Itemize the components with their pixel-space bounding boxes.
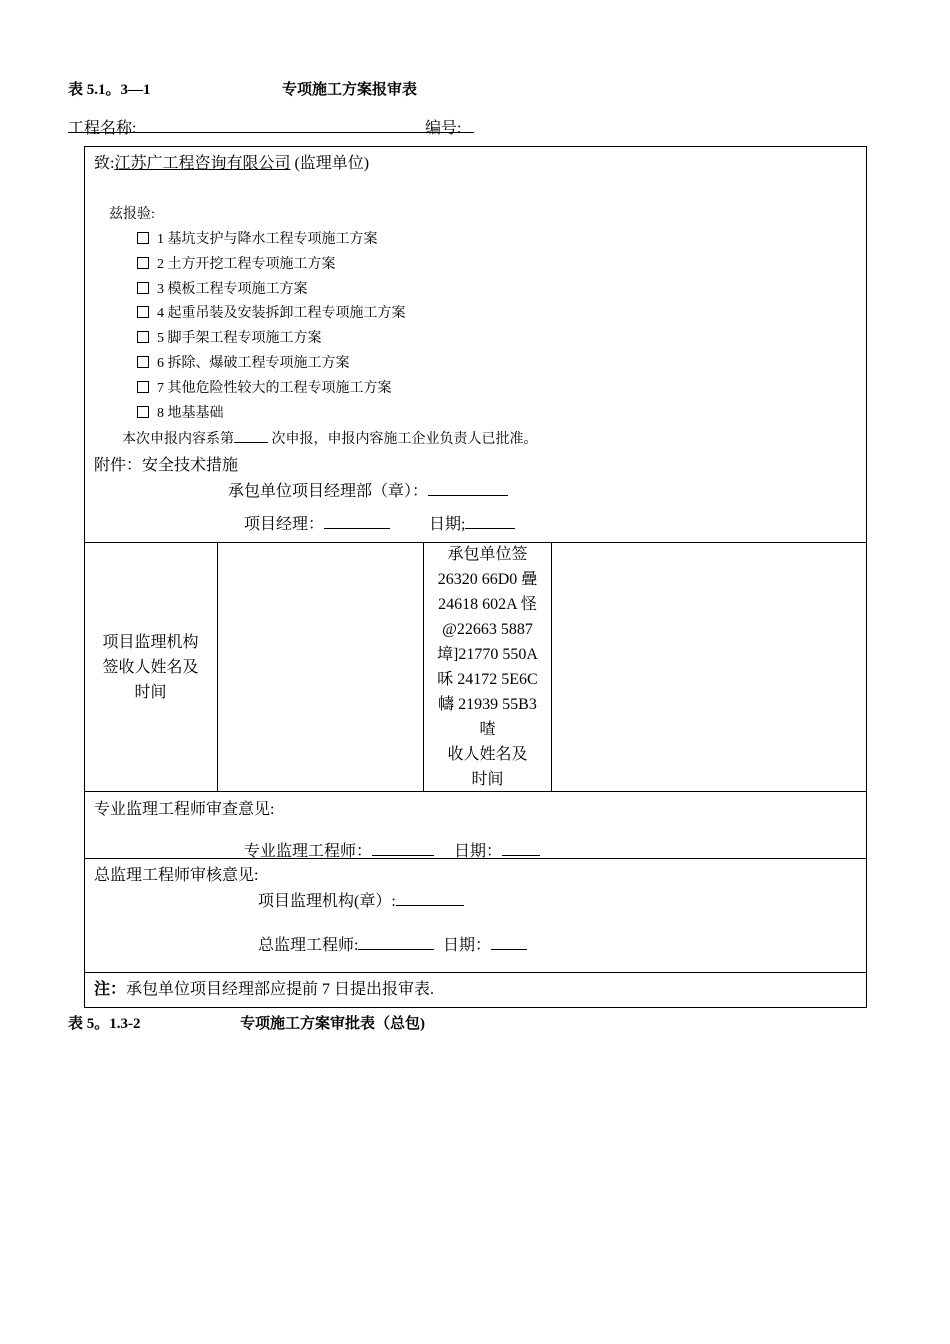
note-line xyxy=(94,976,434,999)
checkbox-icon[interactable] xyxy=(137,356,149,368)
next-table-title: 专项施工方案审批表（总包) xyxy=(240,1016,425,1032)
specialist-date-line: 日期： xyxy=(454,838,540,861)
pm-blank[interactable] xyxy=(324,514,390,529)
contractor-dept-blank[interactable] xyxy=(428,481,508,496)
submit-label: 兹报验: xyxy=(109,207,155,222)
supervision-signee-label: 项目监理机构 签收人姓名及 时间 xyxy=(102,634,199,701)
divider-line xyxy=(84,972,867,973)
addressee-line xyxy=(94,150,369,173)
option-item[interactable]: 8 地基基础 xyxy=(137,402,406,427)
project-name-label: 工程名称: xyxy=(68,120,137,137)
checkbox-icon[interactable] xyxy=(137,331,149,343)
project-name-underline xyxy=(68,132,474,133)
option-item[interactable]: 5 脚手架工程专项施工方案 xyxy=(137,327,406,352)
chief-date-line: 日期： xyxy=(443,932,527,955)
pm-date-blank[interactable] xyxy=(465,514,515,529)
supervision-signee-cell[interactable] xyxy=(218,543,423,791)
project-name-row xyxy=(68,115,136,138)
number-label: 编号: xyxy=(425,120,462,137)
chief-engineer-line: 总监理工程师: xyxy=(258,932,434,955)
note-text: 承包单位项目经理部应提前 7 日提出报审表. xyxy=(126,981,435,998)
sequence-blank[interactable] xyxy=(234,428,268,443)
specialist-review-title: 专业监理工程师审查意见: xyxy=(94,801,275,818)
checkbox-icon[interactable] xyxy=(137,306,149,318)
chief-review-title: 总监理工程师审核意见: xyxy=(94,867,259,884)
option-item[interactable]: 2 土方开挖工程专项施工方案 xyxy=(137,253,406,278)
contractor-dept-line: 承包单位项目经理部（章）： xyxy=(228,478,508,501)
agency-seal-blank[interactable] xyxy=(396,891,464,906)
attachment: 附件：安全技术措施 xyxy=(94,457,239,474)
form-title: 专项施工方案报审表 xyxy=(282,82,418,98)
sequence-line: 本次申报内容系第 次申报，申报内容施工企业负责人已批准。 xyxy=(122,428,538,448)
contractor-signee-cell[interactable] xyxy=(552,543,866,791)
option-item[interactable]: 7 其他危险性较大的工程专项施工方案 xyxy=(137,377,406,402)
agency-seal-line: 项目监理机构(章）: xyxy=(258,888,464,911)
checkbox-icon[interactable] xyxy=(137,257,149,269)
addressee-suffix: (监理单位) xyxy=(294,155,370,172)
checkbox-icon[interactable] xyxy=(137,381,149,393)
option-item[interactable]: 1 基坑支护与降水工程专项施工方案 xyxy=(137,228,406,253)
option-item[interactable]: 3 模板工程专项施工方案 xyxy=(137,278,406,303)
checkbox-icon[interactable] xyxy=(137,406,149,418)
specialist-engineer-blank[interactable] xyxy=(372,841,434,856)
pm-date-line: 日期; xyxy=(429,511,515,534)
specialist-date-blank[interactable] xyxy=(502,841,540,856)
contractor-signee-label: 承包单位签 26320 66D0 曡 24618 602A 怪 @22663 5887 墇]21770 550A 咊 24172 5E6C 幬 21939 55B3 喳 收人姓名及 时间 xyxy=(437,546,538,788)
chief-engineer-blank[interactable] xyxy=(358,935,434,950)
chief-date-blank[interactable] xyxy=(491,935,527,950)
option-item[interactable]: 4 起重吊装及安装拆卸工程专项施工方案 xyxy=(137,302,406,327)
option-list xyxy=(137,228,406,426)
supervisor-company: 江苏广工程咨询有限公司 xyxy=(114,155,291,172)
addressee-prefix: 致: xyxy=(94,155,115,172)
option-item[interactable]: 6 拆除、爆破工程专项施工方案 xyxy=(137,352,406,377)
checkbox-icon[interactable] xyxy=(137,232,149,244)
table-number: 表 5.1。3—1 xyxy=(68,82,151,98)
checkbox-icon[interactable] xyxy=(137,282,149,294)
next-table-number: 表 5。1.3-2 xyxy=(68,1016,141,1032)
specialist-engineer-line: 专业监理工程师： xyxy=(244,838,434,861)
note-prefix: 注： xyxy=(94,981,127,998)
pm-line: 项目经理： xyxy=(244,511,390,534)
